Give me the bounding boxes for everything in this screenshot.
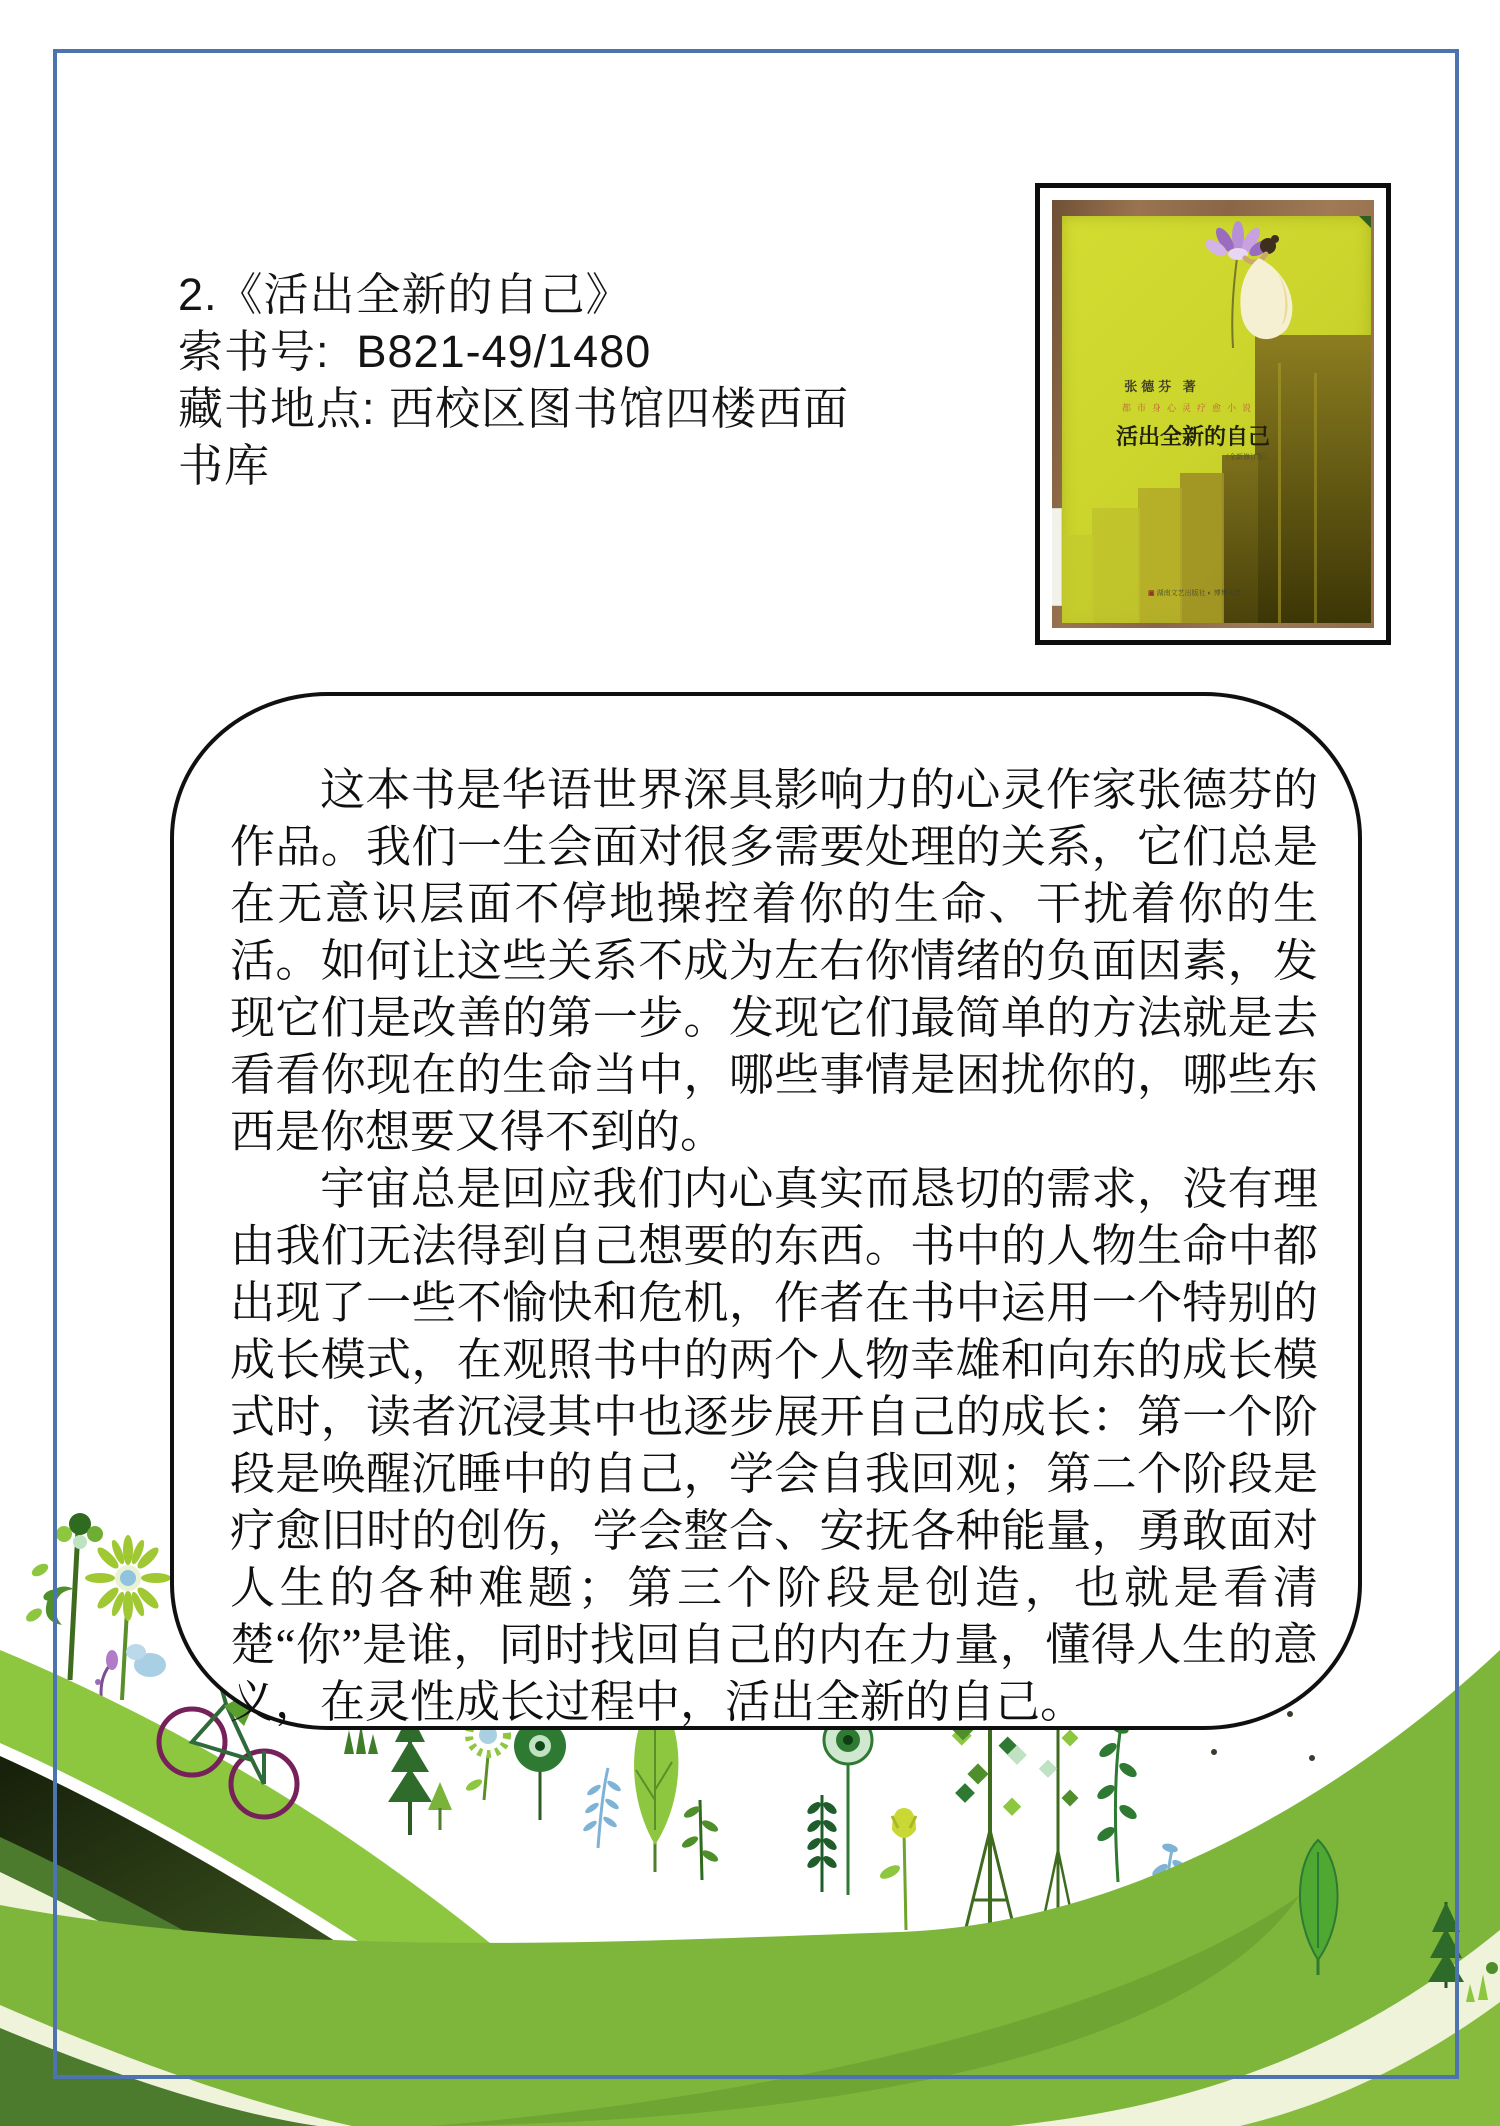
location-line-2: 书库 [178, 440, 271, 491]
book-cover-photo-frame [1035, 183, 1391, 645]
book-cover-photo [1052, 200, 1374, 628]
decor-wheat-stalk [805, 1795, 838, 1892]
summary-text [230, 762, 1318, 1731]
summary-paragraph-2: 宇宙总是回应我们内心真实而恳切的需求，没有理由我们无法得到自己想要的东西。书中的人物生命中都出现了一些不愉快和危机，作者在书中运用一个特别的成长模式，在观照书中的两个人物幸雄和向东的成长模式时，读者沉浸其中也逐步展开自己的成长：第一个阶段是唤醒沉睡中的自己，学会自我回观；第二个阶段是疗愈旧时的创伤，学会整合、安抚各种能量，勇敢面对人生的各种难题；第三个阶段是创造，也就是看清楚“你”是谁，同时找回自己的内在力量，懂得人生的意义，在灵性成长过程中，活出全新的自己。 [230, 1164, 1318, 1727]
decor-sapling [680, 1800, 720, 1880]
cover-title: 活出全新的自己 [1116, 424, 1271, 449]
library-sticker [1052, 508, 1062, 606]
decor-blue-fern [582, 1768, 623, 1848]
publisher-logo-icon: ▣ [1148, 590, 1155, 597]
call-number-line: 索书号: B821-49/1480 [178, 326, 652, 377]
header-block [178, 266, 883, 494]
page-title: 2.《活出全新的自己》 [178, 269, 632, 320]
book-cover [1062, 216, 1371, 623]
decor-sprig [1095, 1720, 1139, 1882]
co-publisher-logo-icon: ◐ [1207, 590, 1212, 597]
summary-paragraph-1: 这本书是华语世界深具影响力的心灵作家张德芬的作品。我们一生会面对很多需要处理的关系，它们总是在无意识层面不停地操控着你的生命、干扰着你的生活。如何让这些关系不成为左右你情绪的负面因素，发现它们是改善的第一步。发现它们最简单的方法就是去看看你现在的生命当中，哪些事情是困扰你的，哪些东西是你想要又得不到的。 [230, 765, 1318, 1157]
decor-blue-blob [126, 1644, 166, 1677]
publisher-name: 湖南文艺出版社 [1156, 590, 1206, 597]
cover-author: 张德芬 著 [1124, 379, 1200, 394]
location-line: 藏书地点: 西校区图书馆四楼西面 [178, 383, 850, 434]
cover-edition: （全新修订版） [1222, 454, 1271, 461]
co-publisher-name: 博集天卷 [1213, 590, 1242, 597]
decor-left-tree [24, 1513, 103, 1680]
cover-series-title: 都市身心灵疗愈小说 [1122, 403, 1258, 413]
decor-round-tree [514, 1720, 566, 1820]
girl-with-lotus-icon [1062, 216, 1371, 623]
summary-bubble [170, 692, 1362, 1730]
decor-tulip [878, 1808, 916, 1930]
cover-corner-leaf-icon [1357, 216, 1371, 228]
